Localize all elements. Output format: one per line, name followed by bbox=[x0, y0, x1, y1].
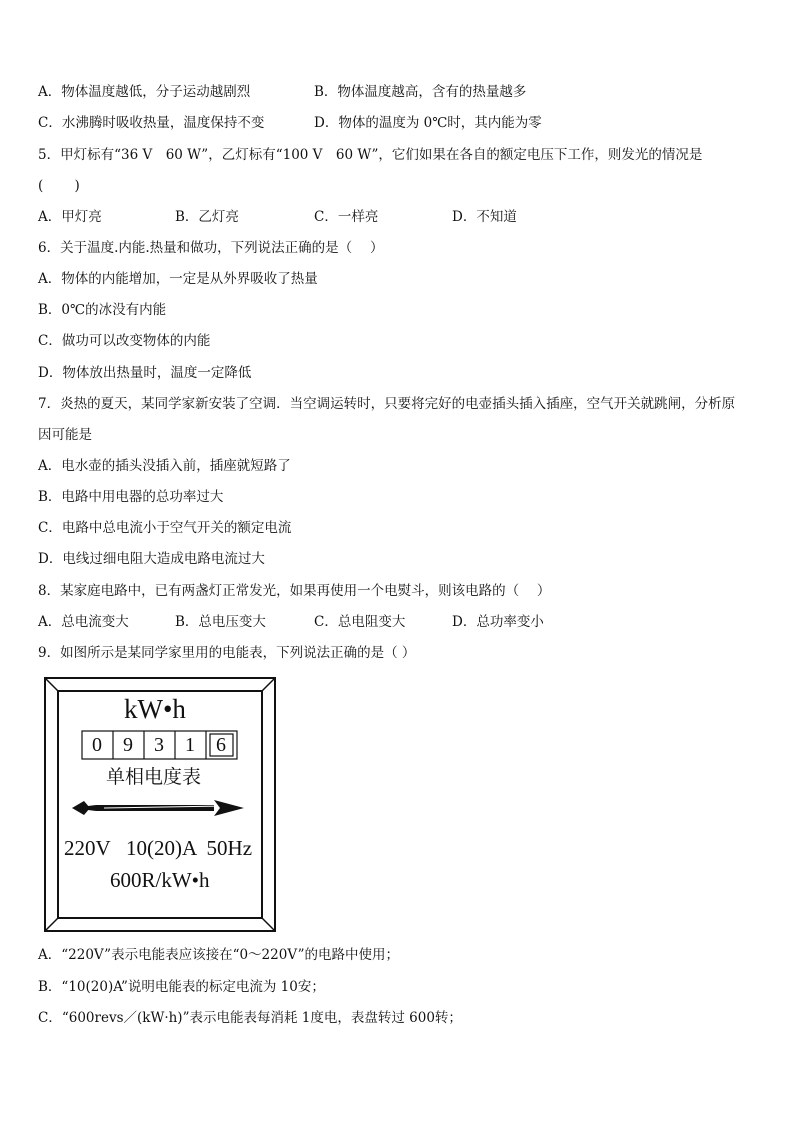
q9-option-b: B．“10(20)A”说明电能表的标定电流为 10安； bbox=[38, 979, 325, 995]
q4-option-d: D．物体的温度为 0℃时，其内能为零 bbox=[314, 115, 542, 131]
q8-stem: 8．某家庭电路中，已有两盏灯正常发光，如果再使用一个电熨斗，则该电路的（ ） bbox=[38, 583, 551, 599]
q5-option-d: D．不知道 bbox=[452, 209, 517, 225]
q6-option-d: D．物体放出热量时，温度一定降低 bbox=[38, 365, 252, 381]
meter-digit-1: 0 bbox=[92, 734, 102, 756]
q5-option-a: A．甲灯亮 bbox=[38, 209, 102, 225]
q6-option-c: C．做功可以改变物体的内能 bbox=[38, 333, 211, 349]
meter-digit-4: 1 bbox=[185, 734, 195, 756]
q9-option-a: A．“220V”表示电能表应该接在“0～220V”的电路中使用； bbox=[38, 947, 399, 963]
q5-option-c: C．一样亮 bbox=[314, 209, 379, 225]
q4-option-a: A．物体温度越低，分子运动越剧烈 bbox=[38, 84, 251, 100]
q8-option-d: D．总功率变小 bbox=[452, 614, 544, 630]
q6-option-b: B．0℃的冰没有内能 bbox=[38, 302, 167, 318]
q5-answer-paren: ( ) bbox=[38, 178, 80, 194]
meter-ratings: 220V 10(20)A 50Hz bbox=[64, 836, 253, 860]
q8-option-b: B．总电压变大 bbox=[175, 614, 266, 630]
q9-option-c: C．“600revs／(kW·h)”表示电能表每消耗 1度电，表盘转过 600转； bbox=[38, 1010, 462, 1026]
q5-option-b: B．乙灯亮 bbox=[175, 209, 239, 225]
meter-constant: 600R/kW•h bbox=[110, 868, 210, 892]
q7-option-c: C．电路中总电流小于空气开关的额定电流 bbox=[38, 520, 292, 536]
q4-option-c: C．水沸腾时吸收热量，温度保持不变 bbox=[38, 115, 265, 131]
q4-option-b: B．物体温度越高，含有的热量越多 bbox=[314, 84, 527, 100]
q7-option-d: D．电线过细电阻大造成电路电流过大 bbox=[38, 551, 265, 567]
meter-digit-2: 9 bbox=[123, 734, 133, 756]
q9-stem: 9．如图所示是某同学家里用的电能表，下列说法正确的是（ ） bbox=[38, 645, 416, 661]
q7-stem-line1: 7．炎热的夏天，某同学家新安装了空调．当空调运转时，只要将完好的电壶插头插入插座，空气开关就跳闸，分析原 bbox=[38, 396, 736, 412]
meter-name: 单相电度表 bbox=[106, 766, 202, 788]
meter-digit-5: 6 bbox=[216, 734, 226, 756]
q8-option-a: A．总电流变大 bbox=[38, 614, 129, 630]
q6-option-a: A．物体的内能增加，一定是从外界吸收了热量 bbox=[38, 271, 318, 287]
q5-stem: 5．甲灯标有“36 V 60 W”，乙灯标有“100 V 60 W”，它们如果在各自的额定电压下工作，则发光的情况是 bbox=[38, 147, 703, 163]
q8-option-c: C．总电阻变大 bbox=[314, 614, 406, 630]
q6-stem: 6．关于温度.内能.热量和做功，下列说法正确的是（ ） bbox=[38, 240, 384, 256]
q7-option-b: B．电路中用电器的总功率过大 bbox=[38, 489, 224, 505]
q7-option-a: A．电水壶的插头没插入前，插座就短路了 bbox=[38, 458, 291, 474]
meter-unit: kW•h bbox=[124, 694, 186, 724]
q7-stem-line2: 因可能是 bbox=[38, 427, 92, 443]
meter-digit-3: 3 bbox=[154, 734, 164, 756]
